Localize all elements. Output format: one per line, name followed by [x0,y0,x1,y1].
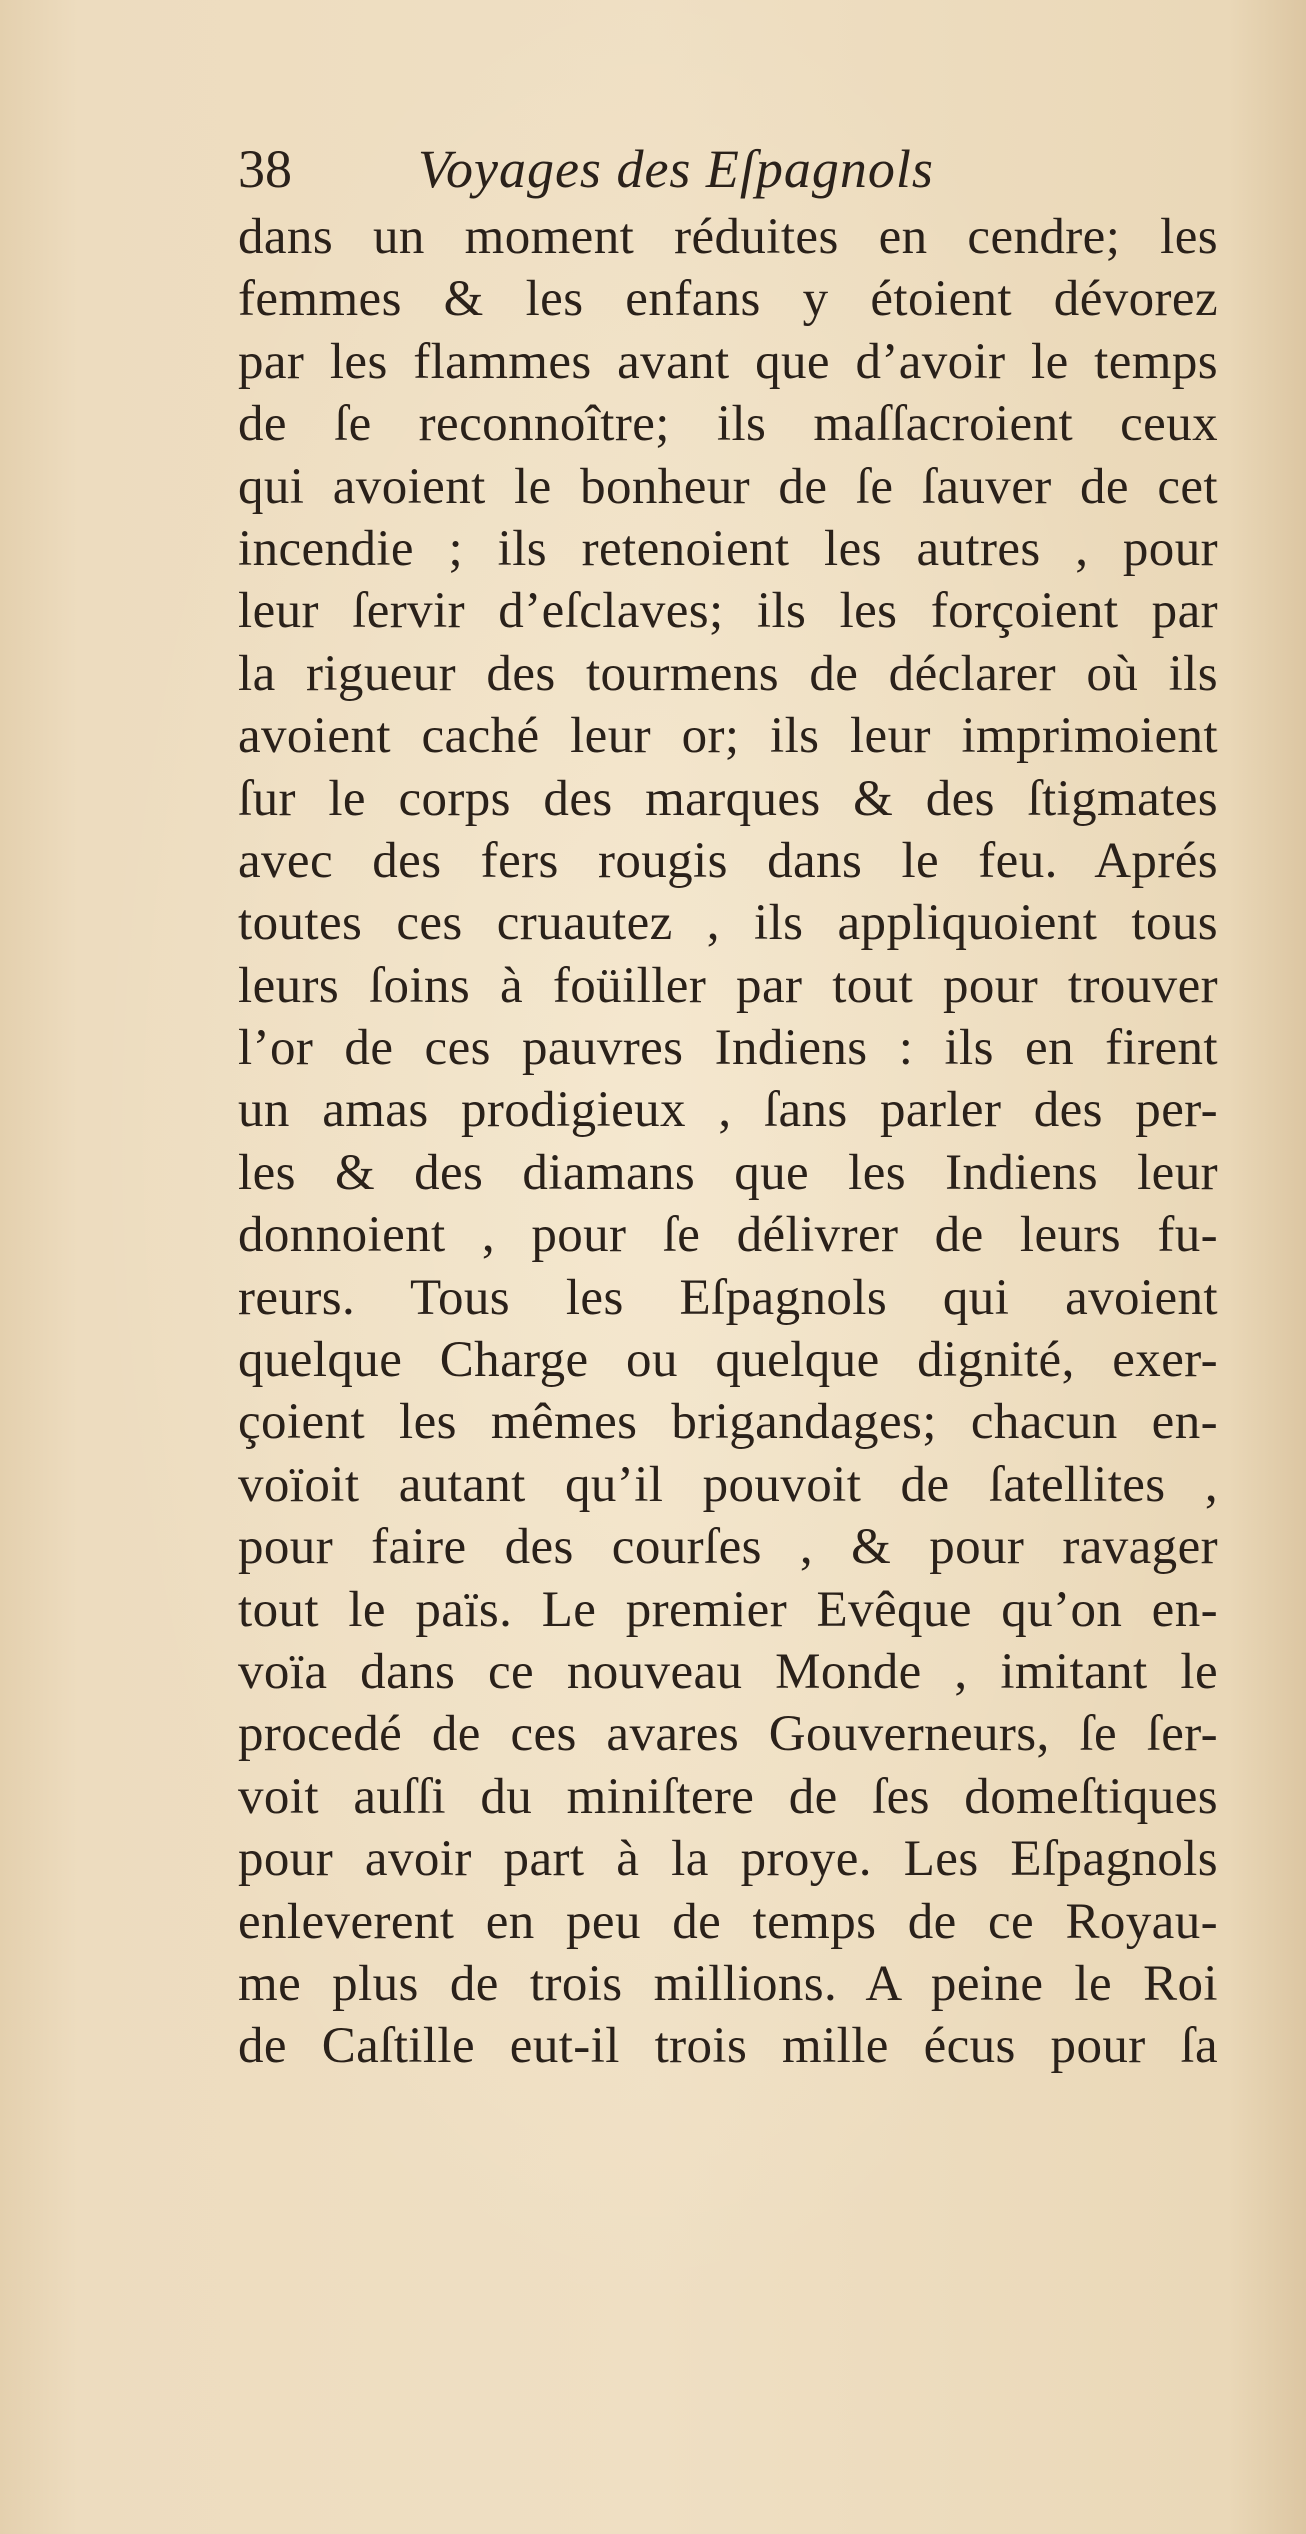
text-line: toutes ces cruautez , ils appliquoient tous [238,895,1218,952]
running-head [238,134,1038,204]
text-line: de ſe reconnoître; ils maſſacroient ceux [238,396,1218,453]
text-line: un amas prodigieux , ſans parler des per- [238,1082,1218,1139]
text-line: quelque Charge ou quelque dignité, exer- [238,1332,1218,1389]
text-line: de Caſtille eut-il trois mille écus pour ſa [238,2018,1218,2075]
text-line: ſur le corps des marques & des ſtigmates [238,770,1218,827]
text-line: procedé de ces avares Gouverneurs, ſe ſer- [238,1706,1218,1763]
text-line: l’or de ces pauvres Indiens : ils en firent [238,1020,1218,1077]
text-line: enleverent en peu de temps de ce Royau- [238,1893,1218,1950]
text-line: avec des fers rougis dans le feu. Aprés [238,832,1218,889]
text-line: qui avoient le bonheur de ſe ſauver de cet [238,458,1218,515]
text-line: voïoit autant qu’il pouvoit de ſatellites , [238,1456,1218,1513]
text-line: les & des diamans que les Indiens leur [238,1144,1218,1201]
text-line: donnoient , pour ſe délivrer de leurs fu- [238,1207,1218,1264]
text-line: tout le païs. Le premier Evêque qu’on en- [238,1581,1218,1638]
text-line: leurs ſoins à foüiller par tout pour trouver [238,957,1218,1014]
text-line: reurs. Tous les Eſpagnols qui avoient [238,1269,1218,1326]
text-line: femmes & les enfans y étoient dévorez [238,271,1218,328]
text-line: voit auſſi du miniſtere de ſes domeſtiques [238,1768,1218,1825]
text-line: par les flammes avant que d’avoir le temps [238,333,1218,390]
text-line: dans un moment réduites en cendre; les [238,209,1218,265]
text-line: la rigueur des tourmens de déclarer où ils [238,645,1218,702]
text-line: avoient caché leur or; ils leur imprimoient [238,708,1218,765]
text-line: me plus de trois millions. A peine le Roi [238,1955,1218,2012]
text-line: pour faire des courſes , & pour ravager [238,1519,1218,1576]
page-number: 38 [238,139,292,199]
text-line: leur ſervir d’eſclaves; ils les forçoient par [238,583,1218,640]
text-line: incendie ; ils retenoient les autres , pour [238,520,1218,577]
text-line: pour avoir part à la proye. Les Eſpagnols [238,1831,1218,1888]
running-title: Voyages des Eſpagnols [418,139,934,199]
text-line: voïa dans ce nouveau Monde , imitant le [238,1643,1218,1700]
text-line: çoient les mêmes brigandages; chacun en- [238,1394,1218,1451]
body-text [238,206,1218,2078]
